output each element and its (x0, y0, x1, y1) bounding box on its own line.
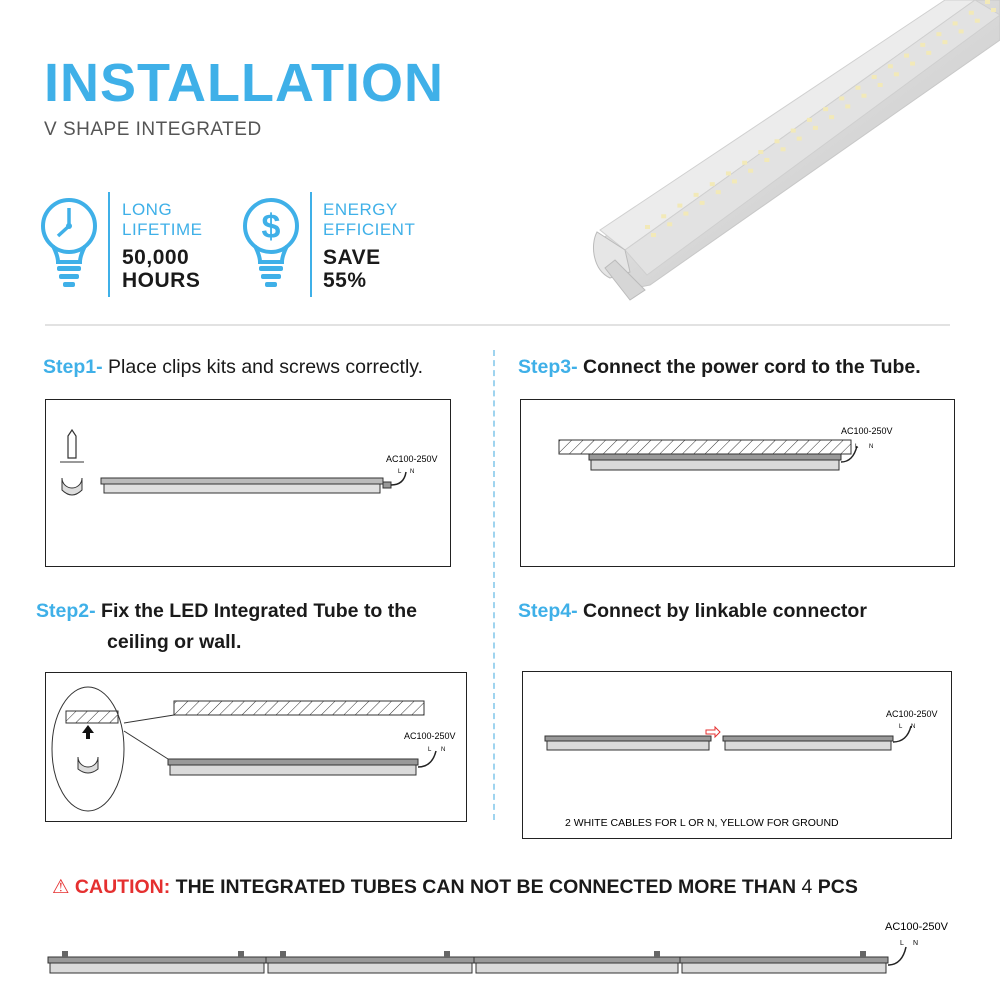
l-label: L (428, 747, 432, 753)
clock-bulb-icon (40, 196, 98, 288)
caution-count: 4 (801, 876, 813, 898)
l-label: L (899, 724, 903, 730)
n-label: N (913, 940, 919, 947)
led-chip (910, 62, 915, 66)
l-label: L (398, 469, 402, 475)
led-chip (683, 212, 688, 216)
led-chip (726, 171, 731, 175)
l-label: L (855, 444, 859, 450)
led-chip (920, 43, 925, 47)
led-chip (829, 115, 834, 119)
tube-drawing (48, 947, 906, 973)
caution-unit: PCS (817, 876, 858, 898)
led-chip (797, 137, 802, 141)
led-chip (894, 72, 899, 76)
cables-note: 2 WHITE CABLES FOR L OR N, YELLOW FOR GROUND (565, 817, 839, 829)
led-chip (716, 190, 721, 194)
feature-value: HOURS (122, 269, 201, 292)
step2-heading (36, 596, 417, 626)
led-chip (823, 107, 828, 111)
led-chip (645, 225, 650, 229)
step2-diagram (45, 672, 467, 822)
voltage-label: AC100-250V (404, 731, 456, 741)
voltage-label: AC100-250V (841, 426, 893, 436)
led-chip (959, 29, 964, 33)
ceiling-hatch (559, 440, 851, 454)
led-chip (764, 158, 769, 162)
n-label: N (410, 469, 415, 475)
led-chip (991, 8, 996, 12)
voltage-label: AC100-250V (386, 454, 438, 464)
led-chip (872, 75, 877, 79)
led-chip (700, 201, 705, 205)
tube-chain-diagram (40, 915, 980, 980)
step3-diagram (520, 399, 955, 567)
step-number: Step3- (518, 356, 578, 378)
step4-diagram (522, 671, 952, 839)
led-chip (942, 40, 947, 44)
tube-drawing (168, 751, 436, 775)
led-chip (781, 147, 786, 151)
section-divider (45, 324, 950, 326)
led-chip (791, 129, 796, 133)
led-chip (742, 161, 747, 165)
caution-text: THE INTEGRATED TUBES CAN NOT BE CONNECTED MORE THAN (175, 876, 797, 898)
led-chip (807, 118, 812, 122)
led-chip (775, 139, 780, 143)
product-tube-image (585, 0, 1000, 305)
feature-value: 55% (323, 269, 367, 292)
voltage-label: AC100-250V (886, 709, 938, 719)
dollar-bulb-icon (242, 196, 300, 288)
n-label: N (869, 444, 874, 450)
led-chip (904, 54, 909, 58)
svg-text:$: $ (261, 208, 281, 246)
led-chip (861, 94, 866, 98)
led-chip (758, 150, 763, 154)
step-number: Step2- (36, 600, 96, 622)
column-divider (493, 350, 495, 820)
led-chip (953, 21, 958, 25)
led-chip (845, 104, 850, 108)
step4-heading (518, 596, 867, 626)
step-text: Connect by linkable connector (583, 600, 867, 622)
feature-value: 50,000 (122, 246, 190, 269)
led-chip (839, 96, 844, 100)
caution-label: CAUTION: (74, 876, 171, 898)
led-chip (710, 182, 715, 186)
led-chip (969, 11, 974, 15)
caution-line (52, 875, 858, 899)
step-text: Connect the power cord to the Tube. (583, 356, 921, 378)
feature-label: LONG (122, 200, 173, 219)
l-label: L (900, 940, 904, 947)
step1-diagram (45, 399, 451, 567)
clip-screw-icon (60, 430, 84, 495)
led-chip (878, 83, 883, 87)
voltage-label: AC100-250V (885, 921, 948, 933)
feature-divider (310, 192, 312, 297)
led-chip (985, 0, 990, 4)
page-subtitle: V SHAPE INTEGRATED (44, 119, 262, 140)
step-text-continued: ceiling or wall. (107, 631, 242, 653)
step-text: Place clips kits and screws correctly. (108, 356, 424, 378)
step3-heading (518, 352, 921, 382)
led-chip (936, 32, 941, 36)
step-number: Step1- (43, 356, 103, 378)
step-text: Fix the LED Integrated Tube to the (101, 600, 418, 622)
feature-value: SAVE (323, 246, 381, 269)
ceiling-hatch (174, 701, 424, 715)
tube-drawing (101, 472, 406, 493)
feature-lifetime (122, 200, 203, 292)
led-chip (855, 86, 860, 90)
led-chip (661, 214, 666, 218)
tube-drawing (545, 726, 911, 750)
n-label: N (911, 724, 916, 730)
led-chip (813, 126, 818, 130)
feature-label: ENERGY (323, 200, 398, 219)
feature-label: EFFICIENT (323, 220, 416, 239)
n-label: N (441, 747, 446, 753)
led-chip (694, 193, 699, 197)
led-chip (975, 19, 980, 23)
led-chip (651, 233, 656, 237)
feature-label: LIFETIME (122, 220, 203, 239)
led-chip (888, 64, 893, 68)
led-chip (926, 51, 931, 55)
led-chip (677, 204, 682, 208)
feature-efficiency (323, 200, 415, 292)
led-chip (667, 222, 672, 226)
led-chip (732, 179, 737, 183)
step-number: Step4- (518, 600, 578, 622)
step1-heading (43, 352, 423, 382)
warning-icon: ⚠ (52, 876, 70, 898)
led-chip (748, 169, 753, 173)
detail-callout (52, 687, 124, 811)
feature-divider (108, 192, 110, 297)
page-title: INSTALLATION (44, 53, 444, 113)
